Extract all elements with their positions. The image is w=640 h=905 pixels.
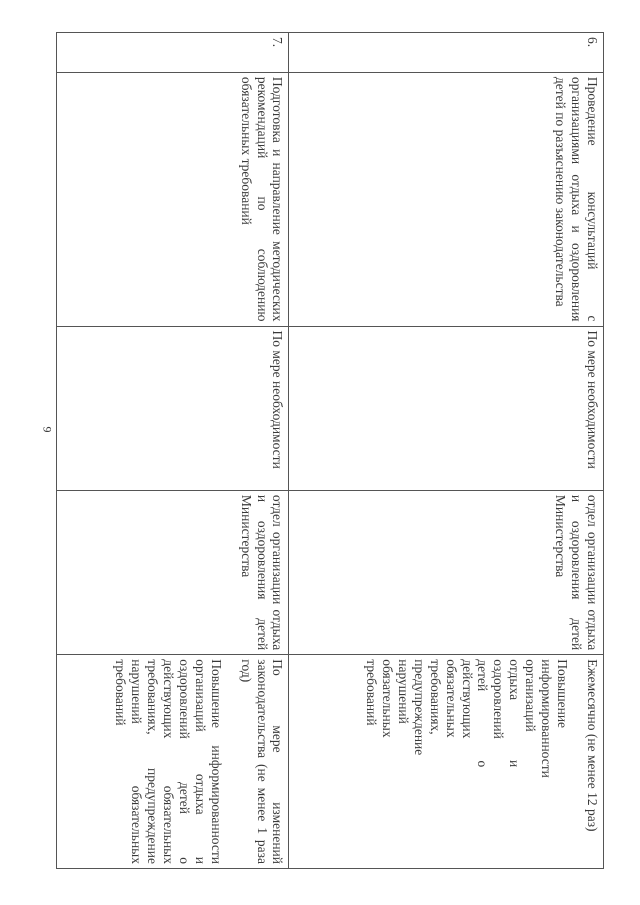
table-row xyxy=(57,33,289,869)
table-row xyxy=(289,33,604,869)
table-wrapper xyxy=(56,32,604,869)
row-number: 6. xyxy=(289,33,604,73)
measures-table xyxy=(56,32,604,869)
result-cell xyxy=(57,655,289,869)
responsible-cell: отдел организации отдыха и оздоровления детей Министерства xyxy=(289,490,604,654)
term-cell: По мере необходимости xyxy=(289,326,604,490)
result-text: Повышение информированности организаций отдыха и оздоровлений детей о действующих обязательных требованиях, предупреждение нарушений обязательных требований xyxy=(113,659,224,864)
term-cell: По мере необходимости xyxy=(57,326,289,490)
activity-cell: Проведение консультаций с организациями отдыха и оздоровления детей по разъяснению законодательства xyxy=(289,72,604,326)
result-cell xyxy=(289,655,604,869)
responsible-cell: отдел организации отдыха и оздоровления детей Министерства xyxy=(57,490,289,654)
page-number: 9 xyxy=(40,426,55,433)
activity-cell: Подготовка и направление методических рекомендаций по соблюдению обязательных требований xyxy=(57,72,289,326)
result-period: По мере изменений законодательства (не менее 1 раза год) xyxy=(238,659,286,864)
result-text: Повышение информированности организаций отдыха и оздоровлений детей о действующих обязательных требованиях, предупреждение нарушений обязательных требований xyxy=(364,659,571,778)
row-number: 7. xyxy=(57,33,289,73)
rotated-page xyxy=(56,32,604,869)
result-period: Ежемесячно (не менее 12 раз) xyxy=(585,659,600,832)
